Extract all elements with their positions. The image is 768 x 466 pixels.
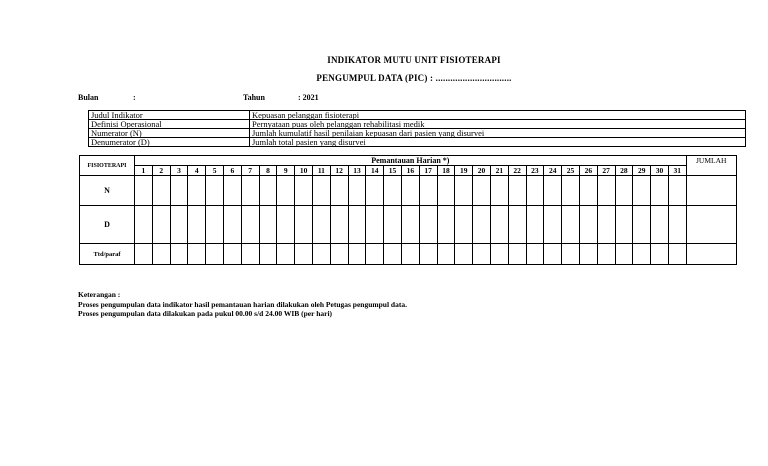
notes-line-1: Proses pengumpulan data indikator hasil pemantauan harian dilakukan oleh Petugas pengumpul data. xyxy=(78,299,407,309)
day-cell[interactable] xyxy=(312,206,330,244)
total-cell[interactable] xyxy=(686,206,736,244)
bulan-label: Bulan xyxy=(78,93,99,102)
day-cell[interactable] xyxy=(419,206,437,244)
day-cell[interactable] xyxy=(223,176,241,206)
day-header: 27 xyxy=(597,166,615,176)
day-cell[interactable] xyxy=(401,176,419,206)
day-header: 29 xyxy=(633,166,651,176)
day-cell[interactable] xyxy=(384,244,402,265)
total-cell[interactable] xyxy=(686,244,736,265)
info-label: Judul Indikator xyxy=(89,111,250,120)
day-header: 23 xyxy=(526,166,544,176)
day-cell[interactable] xyxy=(508,244,526,265)
day-cell[interactable] xyxy=(668,176,686,206)
info-value[interactable]: Pernyataan puas oleh pelanggan rehabilitasi medik xyxy=(250,120,746,129)
day-cell[interactable] xyxy=(170,244,188,265)
day-cell[interactable] xyxy=(330,176,348,206)
day-header: 6 xyxy=(223,166,241,176)
day-cell[interactable] xyxy=(473,244,491,265)
info-value[interactable]: Kepuasan pelanggan fisioterapi xyxy=(250,111,746,120)
day-cell[interactable] xyxy=(330,206,348,244)
tahun-label: Tahun xyxy=(243,93,265,102)
info-label: Definisi Operasional xyxy=(89,120,250,129)
day-cell[interactable] xyxy=(312,244,330,265)
day-cell[interactable] xyxy=(241,206,259,244)
day-cell[interactable] xyxy=(206,176,224,206)
row-label: D xyxy=(80,206,135,244)
info-value[interactable]: Jumlah kumulatif hasil penilaian kepuasan dari pasien yang disurvei xyxy=(250,129,746,138)
day-cell[interactable] xyxy=(384,176,402,206)
table-row xyxy=(80,206,737,244)
day-cell[interactable] xyxy=(633,244,651,265)
total-cell[interactable] xyxy=(686,176,736,206)
day-cell[interactable] xyxy=(348,244,366,265)
day-cell[interactable] xyxy=(437,206,455,244)
bulan-separator: : xyxy=(133,93,136,102)
day-cell[interactable] xyxy=(473,176,491,206)
info-row xyxy=(89,138,746,147)
day-header: 12 xyxy=(330,166,348,176)
day-cell[interactable] xyxy=(206,244,224,265)
table-row xyxy=(80,176,737,206)
day-header: 18 xyxy=(437,166,455,176)
day-cell[interactable] xyxy=(597,176,615,206)
row-label: Ttd/paraf xyxy=(80,244,135,265)
day-cell[interactable] xyxy=(366,206,384,244)
day-cell[interactable] xyxy=(508,176,526,206)
day-cell[interactable] xyxy=(223,244,241,265)
day-cell[interactable] xyxy=(633,176,651,206)
day-cell[interactable] xyxy=(562,206,580,244)
day-header: 8 xyxy=(259,166,277,176)
day-cell[interactable] xyxy=(579,244,597,265)
day-cell[interactable] xyxy=(330,244,348,265)
info-value[interactable]: Jumlah total pasien yang disurvei xyxy=(250,138,746,147)
document-subtitle: PENGUMPUL DATA (PIC) : ............................... xyxy=(316,73,512,83)
day-header: 10 xyxy=(295,166,313,176)
day-header: 19 xyxy=(455,166,473,176)
document-title: INDIKATOR MUTU UNIT FISIOTERAPI xyxy=(327,55,501,65)
day-cell[interactable] xyxy=(259,244,277,265)
day-cell[interactable] xyxy=(366,176,384,206)
day-cell[interactable] xyxy=(490,176,508,206)
day-cell[interactable] xyxy=(526,176,544,206)
day-cell[interactable] xyxy=(170,176,188,206)
day-header: 5 xyxy=(206,166,224,176)
day-header: 2 xyxy=(152,166,170,176)
day-cell[interactable] xyxy=(170,206,188,244)
day-cell[interactable] xyxy=(295,176,313,206)
info-row xyxy=(89,129,746,138)
day-cell[interactable] xyxy=(295,244,313,265)
day-cell[interactable] xyxy=(544,244,562,265)
day-cell[interactable] xyxy=(277,244,295,265)
day-header: 25 xyxy=(562,166,580,176)
day-header: 17 xyxy=(419,166,437,176)
day-header: 11 xyxy=(312,166,330,176)
day-cell[interactable] xyxy=(188,176,206,206)
day-cell[interactable] xyxy=(348,176,366,206)
day-cell[interactable] xyxy=(419,244,437,265)
day-cell[interactable] xyxy=(526,244,544,265)
day-cell[interactable] xyxy=(490,244,508,265)
day-cell[interactable] xyxy=(241,176,259,206)
day-cell[interactable] xyxy=(526,206,544,244)
day-cell[interactable] xyxy=(312,176,330,206)
day-header: 26 xyxy=(579,166,597,176)
day-header: 20 xyxy=(473,166,491,176)
day-header: 13 xyxy=(348,166,366,176)
day-cell[interactable] xyxy=(615,176,633,206)
day-header: 4 xyxy=(188,166,206,176)
day-header: 21 xyxy=(490,166,508,176)
day-cell[interactable] xyxy=(152,176,170,206)
day-cell[interactable] xyxy=(651,244,669,265)
group-header: Pemantauan Harian *) xyxy=(135,156,687,166)
first-col-header: FISIOTERAPI xyxy=(80,156,135,176)
day-cell[interactable] xyxy=(597,206,615,244)
day-cell[interactable] xyxy=(668,244,686,265)
day-cell[interactable] xyxy=(277,176,295,206)
day-cell[interactable] xyxy=(490,206,508,244)
day-cell[interactable] xyxy=(579,206,597,244)
day-header: 15 xyxy=(384,166,402,176)
day-header: 30 xyxy=(651,166,669,176)
day-cell[interactable] xyxy=(295,206,313,244)
day-header: 14 xyxy=(366,166,384,176)
day-cell[interactable] xyxy=(259,206,277,244)
day-header: 1 xyxy=(135,166,153,176)
day-cell[interactable] xyxy=(401,244,419,265)
day-cell[interactable] xyxy=(135,176,153,206)
day-cell[interactable] xyxy=(597,244,615,265)
day-cell[interactable] xyxy=(544,176,562,206)
day-cell[interactable] xyxy=(633,206,651,244)
indicator-info-table xyxy=(88,110,746,147)
day-header: 31 xyxy=(668,166,686,176)
tahun-value: : 2021 xyxy=(298,93,319,102)
day-header: 24 xyxy=(544,166,562,176)
notes-section xyxy=(78,290,407,319)
day-cell[interactable] xyxy=(437,244,455,265)
day-header: 3 xyxy=(170,166,188,176)
day-header: 22 xyxy=(508,166,526,176)
day-cell[interactable] xyxy=(419,176,437,206)
day-cell[interactable] xyxy=(455,244,473,265)
day-cell[interactable] xyxy=(615,244,633,265)
day-cell[interactable] xyxy=(508,206,526,244)
day-cell[interactable] xyxy=(348,206,366,244)
day-cell[interactable] xyxy=(259,176,277,206)
day-cell[interactable] xyxy=(651,176,669,206)
day-cell[interactable] xyxy=(188,206,206,244)
day-header: 28 xyxy=(615,166,633,176)
notes-heading: Keterangan : xyxy=(78,290,121,299)
day-cell[interactable] xyxy=(152,244,170,265)
day-cell[interactable] xyxy=(223,206,241,244)
table-row xyxy=(80,244,737,265)
daily-monitoring-table xyxy=(79,155,737,265)
day-cell[interactable] xyxy=(152,206,170,244)
day-cell[interactable] xyxy=(651,206,669,244)
notes-line-2: Proses pengumpulan data dilakukan pada pukul 00.00 s/d 24.00 WIB (per hari) xyxy=(78,309,333,318)
day-header: 7 xyxy=(241,166,259,176)
info-label: Denumerator (D) xyxy=(89,138,250,147)
total-header: JUMLAH xyxy=(686,156,736,176)
day-cell[interactable] xyxy=(135,244,153,265)
day-cell[interactable] xyxy=(668,206,686,244)
day-cell[interactable] xyxy=(544,206,562,244)
day-cell[interactable] xyxy=(206,206,224,244)
day-cell[interactable] xyxy=(562,176,580,206)
day-cell[interactable] xyxy=(384,206,402,244)
day-cell[interactable] xyxy=(241,244,259,265)
day-cell[interactable] xyxy=(401,206,419,244)
day-cell[interactable] xyxy=(455,176,473,206)
day-cell[interactable] xyxy=(473,206,491,244)
day-cell[interactable] xyxy=(277,206,295,244)
day-cell[interactable] xyxy=(615,206,633,244)
day-cell[interactable] xyxy=(135,206,153,244)
day-cell[interactable] xyxy=(579,176,597,206)
day-header: 9 xyxy=(277,166,295,176)
day-cell[interactable] xyxy=(366,244,384,265)
info-label: Numerator (N) xyxy=(89,129,250,138)
row-label: N xyxy=(80,176,135,206)
day-cell[interactable] xyxy=(437,176,455,206)
day-cell[interactable] xyxy=(562,244,580,265)
day-header: 16 xyxy=(401,166,419,176)
day-cell[interactable] xyxy=(188,244,206,265)
day-cell[interactable] xyxy=(455,206,473,244)
